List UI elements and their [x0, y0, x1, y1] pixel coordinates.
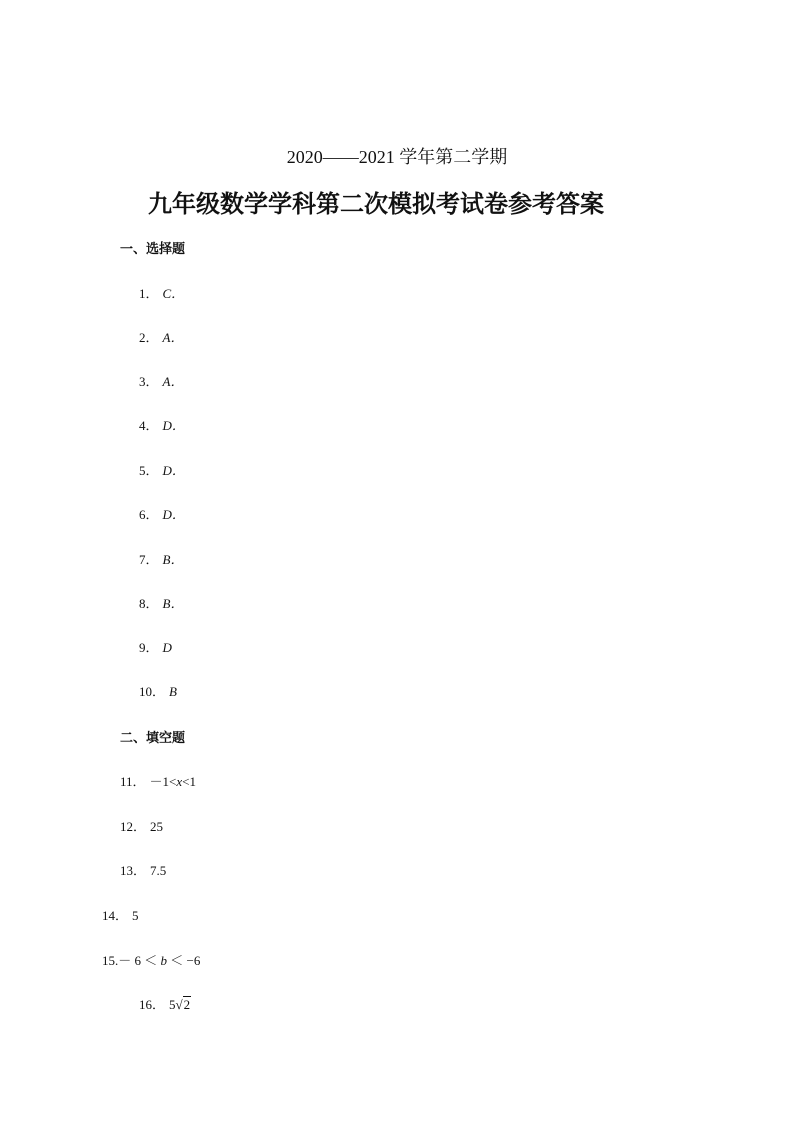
item-answer: D．: [162, 418, 185, 433]
item-answer: B．: [162, 596, 184, 611]
item-number: 10．: [139, 684, 166, 699]
item-number: 11．: [120, 774, 146, 789]
item-number: 1．: [139, 286, 159, 301]
page-title: 九年级数学学科第二次模拟考试卷参考答案: [148, 190, 604, 218]
answer-item-16: [139, 994, 191, 1013]
item-number: 15.: [102, 953, 119, 968]
coefficient: 5: [169, 997, 176, 1012]
variable-x: x: [176, 774, 183, 789]
square-root: [176, 997, 192, 1013]
item-number: 5．: [139, 463, 159, 478]
variable-b: b: [160, 953, 168, 968]
item-answer: B: [169, 684, 177, 699]
answer-item-8: [139, 593, 183, 612]
item-answer: D．: [162, 463, 185, 478]
item-answer: D: [162, 640, 172, 655]
item-number: 2．: [139, 330, 159, 345]
item-answer: A．: [162, 330, 184, 345]
item-number: 3．: [139, 374, 159, 389]
item-number: 12．: [120, 819, 147, 834]
item-number: 4．: [139, 418, 159, 433]
answer-item-10: [139, 681, 177, 700]
section-heading-fill: 二、填空题: [120, 731, 186, 746]
answer-item-6: [139, 504, 185, 523]
item-number: 8．: [139, 596, 159, 611]
answer-item-13: [120, 860, 166, 879]
inequality-right: ＜ −6: [170, 953, 201, 968]
item-number: 6．: [139, 507, 159, 522]
answer-item-3: [139, 371, 183, 390]
answer-item-4: [139, 415, 185, 434]
radical-sign: √: [175, 997, 183, 1012]
item-number: 16．: [139, 997, 166, 1012]
year-title: 2020——2021 学年第二学期: [286, 147, 508, 167]
answer-item-9: [139, 637, 172, 656]
answer-item-5: [139, 460, 185, 479]
item-answer: A．: [162, 374, 184, 389]
inequality-left: －1<: [149, 774, 177, 789]
inequality-right: <1: [182, 774, 196, 789]
answer-item-14: [102, 905, 139, 924]
answer-item-7: [139, 549, 183, 568]
item-number: 7．: [139, 552, 159, 567]
answer-item-11: [120, 771, 196, 790]
item-answer: 5: [132, 908, 139, 923]
item-number: 14．: [102, 908, 129, 923]
item-answer: C．: [162, 286, 185, 301]
item-answer: 25: [150, 819, 164, 834]
section-heading-choice: 一、选择题: [120, 242, 186, 257]
item-number: 13．: [120, 863, 147, 878]
item-number: 9．: [139, 640, 159, 655]
radicand: 2: [183, 997, 191, 1012]
answer-item-1: [139, 283, 184, 302]
item-answer: B．: [162, 552, 184, 567]
item-answer: 7.5: [150, 863, 167, 878]
answer-item-2: [139, 327, 183, 346]
inequality-left: － 6 ＜: [118, 953, 158, 968]
answer-item-12: [120, 816, 163, 835]
answer-item-15: [102, 950, 200, 969]
item-answer: D．: [162, 507, 185, 522]
